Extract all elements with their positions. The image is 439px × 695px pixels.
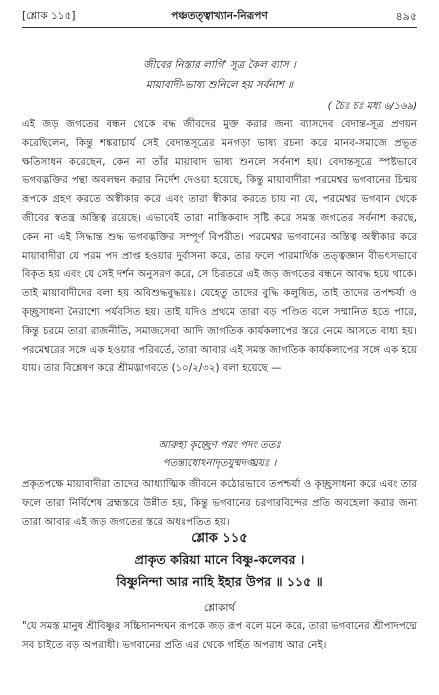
translation-text: "যে সমস্ত মানুষ শ্রীবিষ্ণুর সচ্চিদানন্দঘন রূপকে জড় রূপ বলে মনে করে, তারা ভগবানের শ্রীপাদপদ্মে সব চাইতে বড় অপরাধী। ভগবানের প্রতি এর থেকে গর্হিত অপরাধ আর নেই। — [22, 621, 417, 651]
verse-reference: ( চৈঃ চঃ মধ্য ৬/১৬৯) — [327, 101, 417, 112]
top-verse-line-2: মায়াবাদী-ভাষ্য শুনিলে হয় সর্বনাশ ॥ — [145, 79, 294, 91]
sloka-reference: [শ্লোক ১১৫] — [22, 10, 76, 22]
purport-conclusion: প্রকৃতপক্ষে মায়াবাদীরা তাদের আধ্যাত্মিক জীবনে কঠোরভাবে তপশ্চর্যা ও কৃচ্ছ্রসাধনা করে এবং তার ফলে তারা নির্বিশেষ ব্রহ্মস্তরে উন্নীত হয়, কিন্তু ভগবানের চরণারবিন্দের প্রতি অবহেলা করার জন্য তারা আবার এই জড় জগতের স্তরে অধঃপতিত হয়। — [22, 479, 417, 528]
purport-paragraph: এই জড় জগতের বন্ধন থেকে বদ্ধ জীবদের মুক্ত করার জন্য ব্যাসদেব বেদান্ত-সূত্র প্রণয়ন করেছিলেন, কিন্তু শঙ্করাচার্য সেই বেদান্তসূত্রের মনগড়া ভাষ্য রচনা করে মানব-সমাজে প্রভূত ক্ষতিসাধন করেছেন, কেন না তাঁর মায়াবাদ ভাষ্য শুনলে সর্বনাশ হয়। বেদান্তসূত্রে স্পষ্টভাবে ভগবদ্ভক্তির পন্থা অবলম্বন করার নির্দেশ দেওয়া হয়েছে, কিন্তু মায়াবাদীরা পরমেশ্বর ভগবানের চিন্ময় রূপকে গ্রহণ করতে অস্বীকার করে এবং তারা স্বীকার করতে চায় না যে, পরমেশ্বর ভগবান থেকে জীবের স্বতন্ত্র অস্তিত্ব রয়েছে। এভাবেই তারা নাস্তিকবাদ সৃষ্টি করে সমস্ত জগতের সর্বনাশ করছে, কেন না এই সিদ্ধান্ত শুদ্ধ ভগবদ্ভক্তির সম্পূর্ণ বিপরীত। পরমেশ্বর ভগবানের অস্তিত্ব অস্বীকার করে মায়াবাদীরা যে পরম পদ প্রাপ্ত হওয়ার দুর্বাসনা করে, তার ফলে পারমার্থিক তত্ত্বজ্ঞান বীভৎসভাবে বিকৃত হয় এবং যে সেই দর্শন অনুসরণ করে, সে চিরতরে এই জড় জগতের বন্ধনে আবদ্ধ হয়ে থাকে। তাই মায়াবাদীদের বলা হয় অবিশুদ্ধবুদ্ধয়ঃ। যেহেতু তাদের বুদ্ধি কলুষিত, তাই তাদের তপশ্চর্যা ও কৃচ্ছ্রসাধনা নৈরাশ্যে পর্যবসিত হয়। তাই যদিও প্রথমে তারা বড় পণ্ডিত বলে সম্মানিত হতে পারে, কিন্তু চরমে তারা রাজনীতি, সমাজসেবা আদি জাগতিক কার্যকলাপের স্তরে নেমে আসতে বাধ্য হয়। পরমেশ্বরের সঙ্গে এক হওয়ার পরিবর্তে, তারা আবার এই সমস্ত জাগতিক কার্যকলাপের সঙ্গে এক হয়ে যায়। তার বিশ্লেষণ করে শ্রীমদ্ভাগবতে (১০/২/৩২) বলা হয়েছে — — [22, 119, 418, 375]
page-header — [22, 6, 417, 26]
quote-verse-line-2: পতন্ত্যধোঽনাদৃতযুষ্মদঙ্ঘ্রয়ঃ । — [162, 458, 277, 469]
sloka-line-1: প্রাকৃত করিয়া মানে বিষ্ণু-কলেবর । — [134, 552, 305, 567]
sloka-title: শ্লোক ১১৫ — [191, 531, 248, 546]
quote-verse-line-1: আরুহ্য কৃচ্ছ্রেণ পরং পদং ততঃ — [158, 440, 281, 451]
chapter-title: পঞ্চতত্ত্বাখ্যান-নিরূপণ — [171, 10, 268, 22]
header-rule — [22, 27, 417, 28]
page-number: ৪৯৫ — [395, 10, 417, 23]
translation-title: শ্লোকার্থ — [203, 602, 236, 614]
top-verse-line-1: জীবের নিস্তার লাগি' সূত্র কৈল ব্যাস । — [143, 59, 296, 71]
sloka-line-2: বিষ্ণুনিন্দা আর নাহি ইহার উপর ॥ ১১৫ ॥ — [116, 574, 323, 589]
